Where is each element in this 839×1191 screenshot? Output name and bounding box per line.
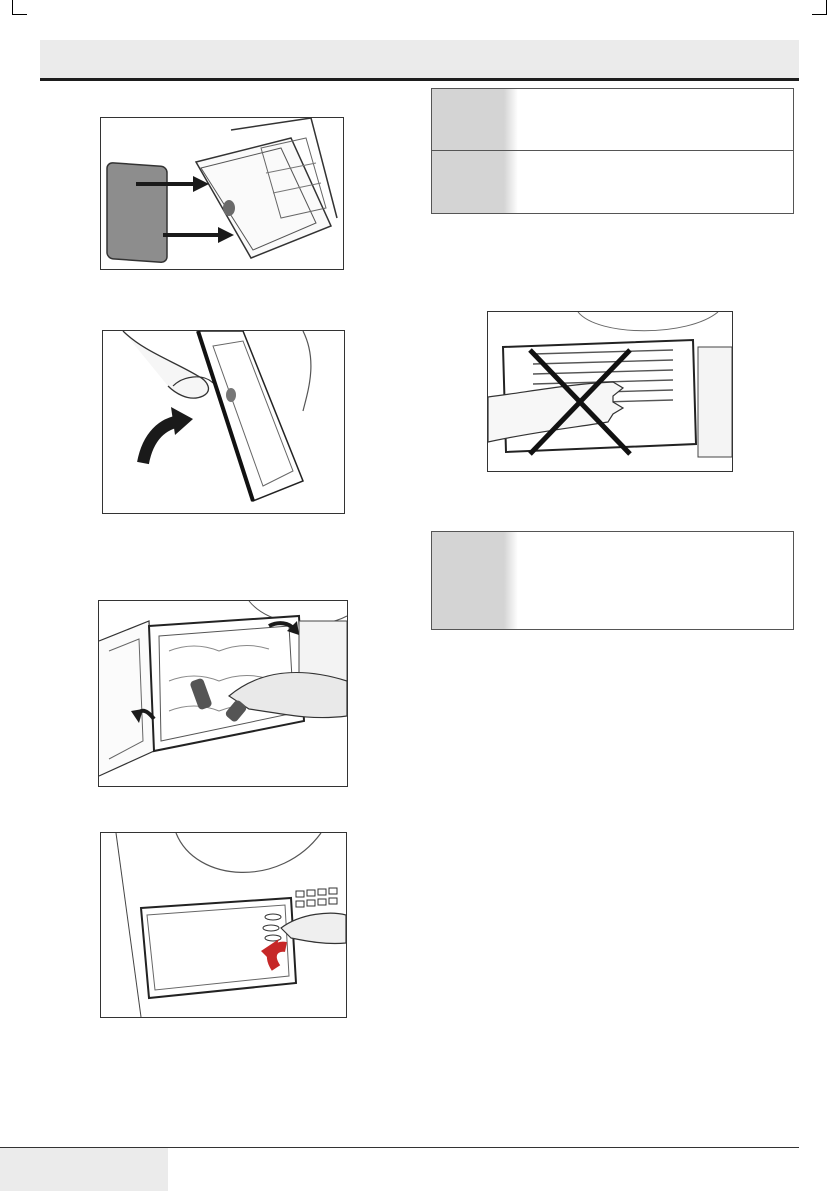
caution-note-group bbox=[431, 88, 794, 214]
note-tab bbox=[432, 532, 504, 629]
insert-arrow-lower-icon bbox=[163, 227, 234, 243]
caution-note-1 bbox=[432, 89, 793, 150]
page-footer bbox=[0, 1148, 168, 1191]
kick-plate-opening-diagram bbox=[100, 832, 347, 1018]
page-header bbox=[40, 40, 799, 81]
caution-note-3 bbox=[431, 531, 794, 630]
do-not-touch-fins-diagram bbox=[487, 311, 733, 472]
crop-mark-right bbox=[812, 0, 827, 15]
filter-drawer-removal-diagram bbox=[98, 600, 348, 787]
curved-arrow-icon bbox=[143, 407, 193, 463]
crop-mark-left bbox=[12, 0, 27, 15]
caution-note-2 bbox=[432, 151, 793, 212]
filter-insertion-diagram bbox=[100, 117, 344, 270]
filter-closing-diagram bbox=[102, 330, 345, 514]
